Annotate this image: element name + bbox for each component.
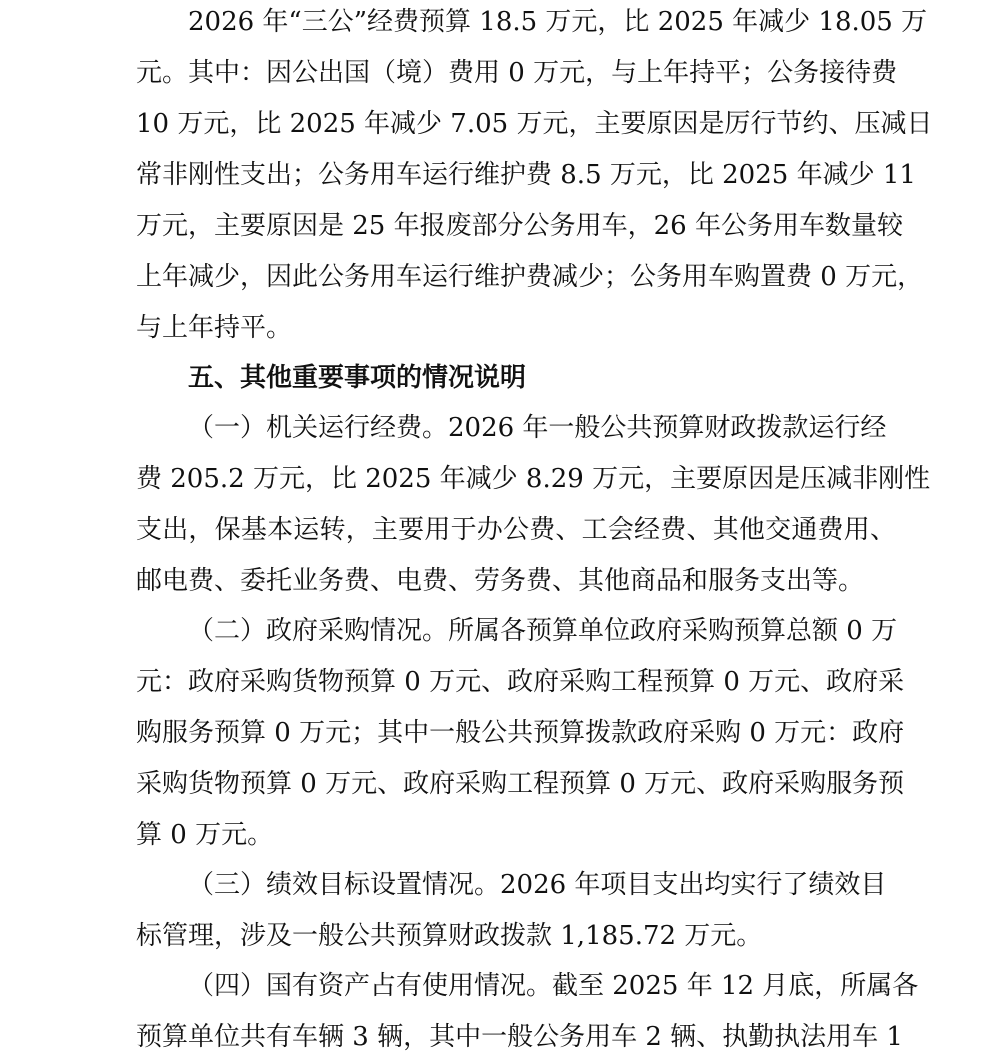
paragraph-operating-funds-line-2: 费 205.2 万元，比 2025 年减少 8.29 万元，主要原因是压减非刚性 bbox=[136, 464, 931, 494]
paragraph-procurement-line-3: 购服务预算 0 万元；其中一般公共预算拨款政府采购 0 万元：政府 bbox=[136, 718, 905, 748]
paragraph-procurement-line-4: 采购货物预算 0 万元、政府采购工程预算 0 万元、政府采购服务预 bbox=[136, 769, 905, 799]
paragraph-performance-line-2: 标管理，涉及一般公共预算财政拨款 1,185.72 万元。 bbox=[136, 921, 763, 951]
paragraph-operating-funds-line-3: 支出，保基本运转，主要用于办公费、工会经费、其他交通费用、 bbox=[136, 515, 896, 545]
paragraph-three-public-line-2: 元。其中：因公出国（境）费用 0 万元，与上年持平；公务接待费 bbox=[136, 58, 898, 88]
paragraph-three-public-line-7: 与上年持平。 bbox=[136, 313, 293, 343]
paragraph-procurement-line-5: 算 0 万元。 bbox=[136, 820, 274, 850]
paragraph-three-public-line-3: 10 万元，比 2025 年减少 7.05 万元，主要原因是厉行节约、压减日 bbox=[136, 109, 933, 139]
paragraph-assets-line-1: （四）国有资产占有使用情况。截至 2025 年 12 月底，所属各 bbox=[188, 971, 919, 1001]
paragraph-three-public-line-1: 2026 年“三公”经费预算 18.5 万元，比 2025 年减少 18.05 万 bbox=[188, 7, 928, 37]
paragraph-three-public-line-5: 万元，主要原因是 25 年报废部分公务用车，26 年公务用车数量较 bbox=[136, 211, 903, 241]
paragraph-assets-line-2: 预算单位共有车辆 3 辆，其中一般公务用车 2 辆、执勤执法用车 1 bbox=[136, 1022, 903, 1052]
paragraph-procurement-line-2: 元：政府采购货物预算 0 万元、政府采购工程预算 0 万元、政府采 bbox=[136, 667, 905, 697]
paragraph-operating-funds-line-4: 邮电费、委托业务费、电费、劳务费、其他商品和服务支出等。 bbox=[136, 566, 865, 596]
paragraph-operating-funds-line-1: （一）机关运行经费。2026 年一般公共预算财政拨款运行经 bbox=[188, 413, 887, 443]
paragraph-performance-line-1: （三）绩效目标设置情况。2026 年项目支出均实行了绩效目 bbox=[188, 870, 887, 900]
paragraph-procurement-line-1: （二）政府采购情况。所属各预算单位政府采购预算总额 0 万 bbox=[188, 616, 898, 646]
paragraph-three-public-line-4: 常非刚性支出；公务用车运行维护费 8.5 万元，比 2025 年减少 11 bbox=[136, 160, 916, 190]
paragraph-three-public-line-6: 上年减少，因此公务用车运行维护费减少；公务用车购置费 0 万元， bbox=[136, 262, 924, 292]
section-heading: 五、其他重要事项的情况说明 bbox=[188, 363, 527, 393]
